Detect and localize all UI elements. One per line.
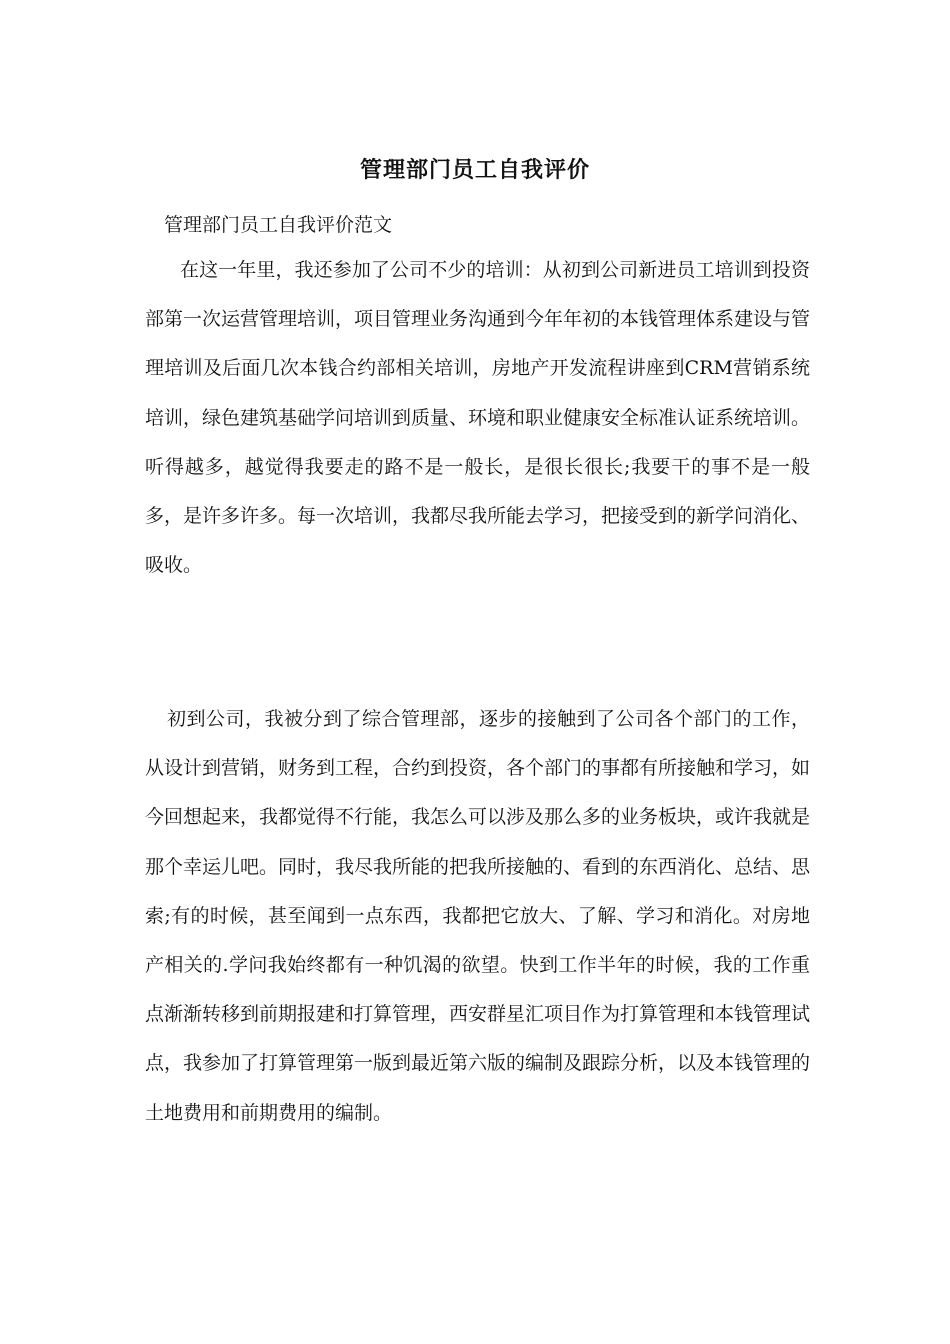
paragraph-work-experience: 初到公司，我被分到了综合管理部，逐步的接触到了公司各个部门的工作，从设计到营销，财务到工程，合约到投资，各个部门的事都有所接触和学习，如今回想起来，我都觉得不行能，我怎么可以涉及那么多的业务板块，或许我就是那个幸运儿吧。同时，我尽我所能的把我所接触的、看到的东西消化、总结、思索;有的时候，甚至闻到一点东西，我都把它放大、了解、学习和消化。对房地产相关的.学问我始终都有一种饥渴的欲望。快到工作半年的时候，我的工作重点渐渐转移到前期报建和打算管理，西安群星汇项目作为打算管理和本钱管理试点，我参加了打算管理第一版到最近第六版的编制及跟踪分析，以及本钱管理的土地费用和前期费用的编制。 <box>145 708 811 1124</box>
document-title: 管理部门员工自我评价 <box>359 157 590 183</box>
paragraph-training: 在这一年里，我还参加了公司不少的培训：从初到公司新进员工培训到投资部第一次运营管理培训，项目管理业务沟通到今年年初的本钱管理体系建设与管理培训及后面几次本钱合约部相关培训，房地产开发流程讲座到CRM营销系统培训，绿色建筑基础学问培训到质量、环境和职业健康安全标准认证系统培训。听得越多，越觉得我要走的路不是一般长，是很长很长;我要干的事不是一般多，是许多许多。每一次培训，我都尽我所能去学习，把接受到的新学问消化、吸收。 <box>145 259 811 577</box>
document-subtitle: 管理部门员工自我评价范文 <box>164 214 393 236</box>
